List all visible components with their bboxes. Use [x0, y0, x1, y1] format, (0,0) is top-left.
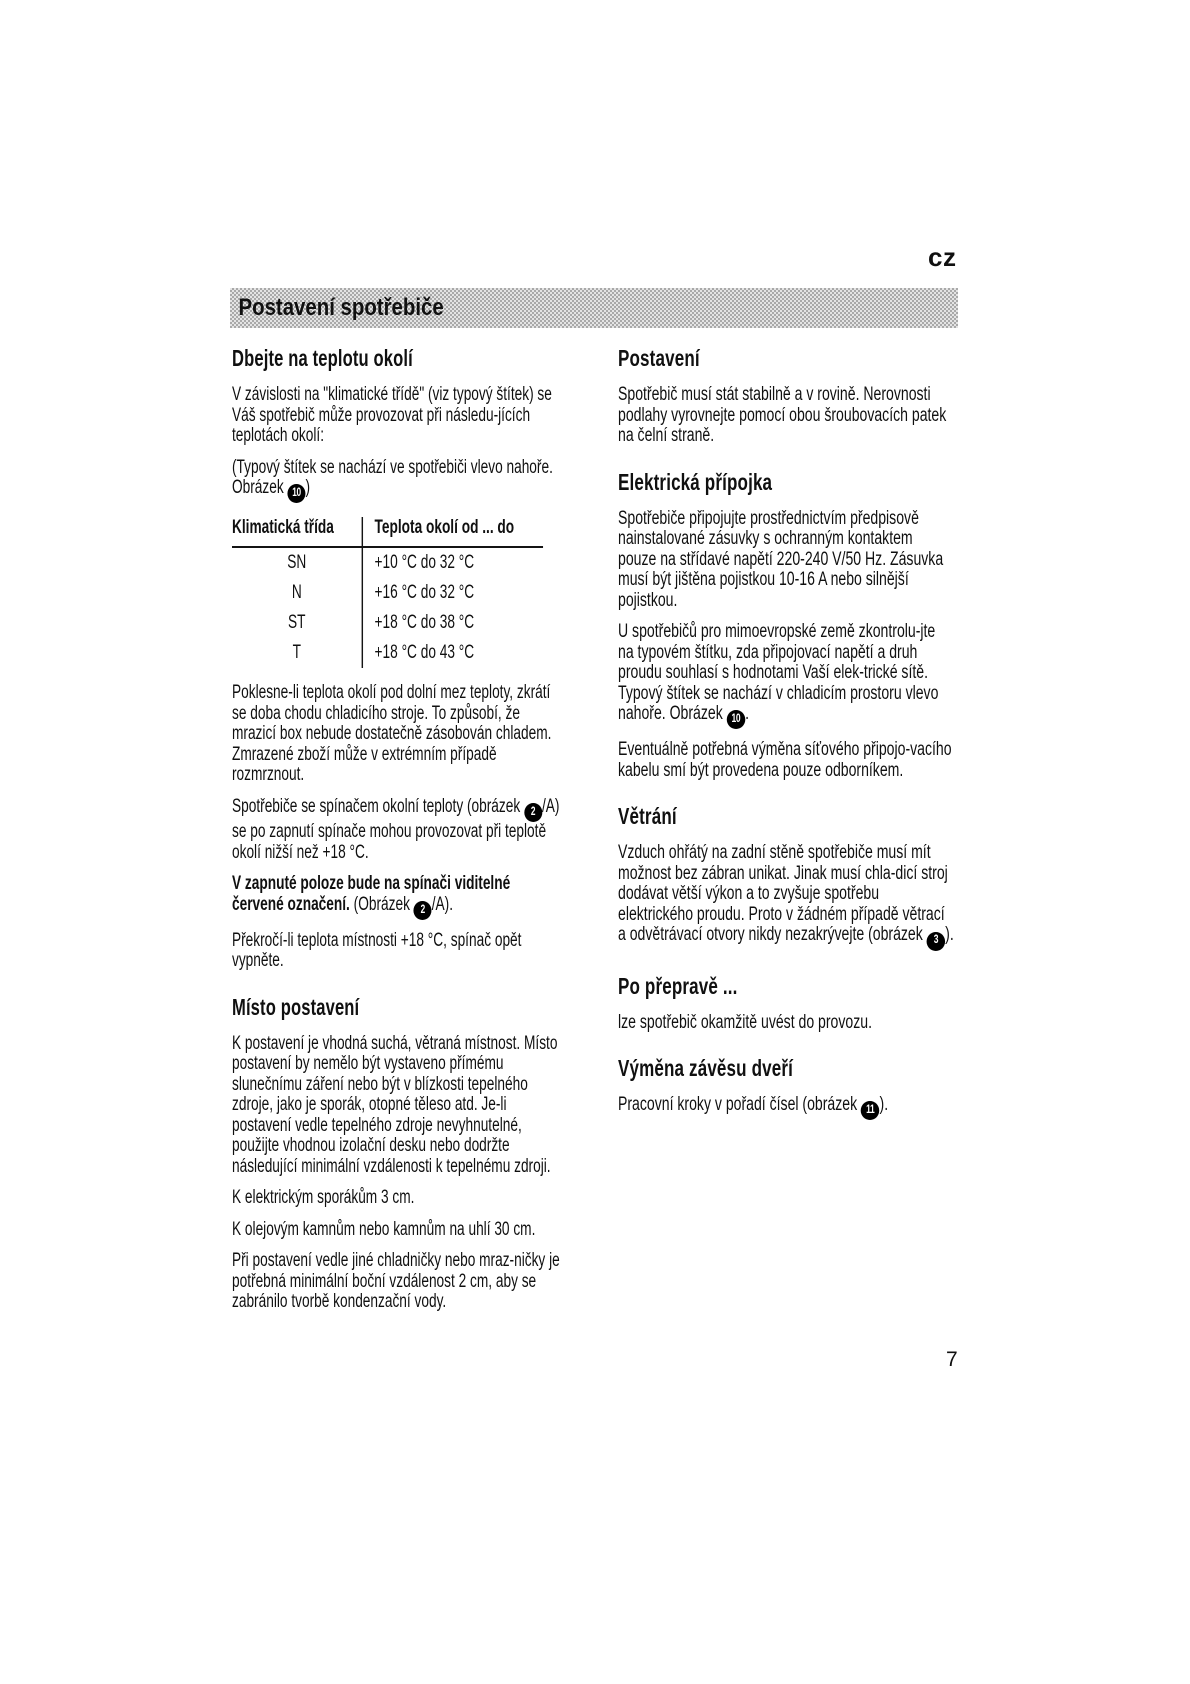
- table-row-st: [232, 608, 543, 638]
- paragraph-cable-replacement: Eventuálně potřebná výměna síťového připojo-vacího kabelu smí být provedena pouze odborníkem.: [618, 739, 952, 781]
- left-column: [232, 340, 566, 1324]
- figure-11-badge: 11: [861, 1101, 880, 1120]
- paragraph-type-label: [232, 458, 563, 504]
- figure-10-badge: 10: [727, 710, 746, 729]
- paragraph-ventilation-tail: ).: [945, 924, 954, 946]
- paragraph-leveling: Spotřebič musí stát stabilně a v rovině. Nerovnosti podlahy vyrovnejte pomocí obou šroubovacích patek na čelní straně.: [618, 384, 947, 446]
- climate-class-table: [232, 517, 543, 668]
- figure-3-badge: 3: [927, 932, 946, 951]
- paragraph-ventilation-text: Vzduch ohřátý na zadní stěně spotřebiče musí mít možnost bez zábran unikat. Jinak musí chla-dicí stroj dodávat větší výkon a to zvyšuje spotřebu elektrického proudu. Proto v žádném případě větrací a odvětrávací otvory nikdy nezakrývejte (obrázek: [618, 842, 948, 946]
- row-class-label: T: [232, 638, 363, 668]
- row-temp-range: +18 °C do 38 °C: [374, 612, 475, 634]
- row-temp-range: +16 °C do 32 °C: [374, 582, 475, 604]
- table-header-range: Teplota okolí od ... do: [374, 517, 515, 539]
- heading-door-hinge: Výměna závěsu dveří: [618, 1055, 793, 1081]
- table-row-n: [232, 578, 543, 608]
- table-row-t: [232, 638, 543, 668]
- paragraph-ambient-switch: [232, 797, 563, 863]
- paragraph-electric-cookers-distance: K elektrickým sporákům 3 cm.: [232, 1187, 415, 1209]
- paragraph-red-marking: [232, 874, 563, 920]
- paragraph-site-requirements: K postavení je vhodná suchá, větraná místnost. Místo postavení by nemělo být vystaveno přímému slunečnímu záření nebo být v blízkosti tepelného zdroje, jako je sporák, otopné těleso atd. Je-li postavení vedle tepelného zdroje nevyhnutelné, použijte vhodnou izolační desku nebo dodržte následující minimální vzdálenosti k tepelnému zdroji.: [232, 1032, 558, 1177]
- paragraph-after-transport: lze spotřebič okamžitě uvést do provozu.: [618, 1011, 872, 1033]
- paragraph-type-label-tail: ): [305, 477, 311, 498]
- table-row-sn: [232, 548, 543, 578]
- row-temp-range: +18 °C do 43 °C: [374, 642, 475, 664]
- paragraph-ventilation: [618, 843, 955, 950]
- paragraph-door-hinge-text: Pracovní kroky v pořadí čísel (obrázek: [618, 1094, 862, 1115]
- heading-ambient-temperature: Dbejte na teplotu okolí: [232, 345, 413, 371]
- table-header-class: Klimatická třída: [232, 517, 363, 546]
- paragraph-temperature-drop: Poklesne-li teplota okolí pod dolní mez teploty, zkrátí se doba chodu chladicího stroje. To způsobí, že mrazicí box nebude dostatečně zásobován chladem. Zmrazené zboží může v extrémním případě rozmrznout.: [232, 682, 552, 786]
- paragraph-side-distance: Při postavení vedle jiné chladničky nebo mraz-ničky je potřebná minimální boční vzdálenost 2 cm, aby se zabránilo tvorbě kondenzační vody.: [232, 1250, 560, 1313]
- table-header-row: [232, 517, 543, 548]
- paragraph-door-hinge: [618, 1095, 955, 1120]
- paragraph-non-european-tail: .: [745, 703, 750, 724]
- figure-2-badge: 2: [414, 901, 432, 920]
- heading-ventilation: Větrání: [618, 803, 677, 830]
- page-number: 7: [946, 1348, 958, 1371]
- heading-positioning: Postavení: [618, 345, 700, 371]
- paragraph-ambient-switch-tail: /A) se po zapnutí spínače mohou provozovat při teplotě okolí nižší než +18 °C.: [232, 795, 560, 863]
- paragraph-switch-off: Překročí-li teplota místnosti +18 °C, spínač opět vypněte.: [232, 929, 522, 972]
- paragraph-door-hinge-tail: ).: [879, 1094, 889, 1115]
- right-column: [618, 340, 958, 1131]
- heading-installation-site: Místo postavení: [232, 993, 360, 1020]
- paragraph-climate-class: V závislosti na "klimatické třídě" (viz typový štítek) se Váš spotřebič může provozovat při následu-jících teplotách okolí:: [232, 384, 552, 446]
- banner-title: Postavení spotřebiče: [238, 294, 444, 321]
- row-class-label: SN: [232, 548, 363, 578]
- paragraph-socket-requirements: Spotřebiče připojujte prostřednictvím předpisově nainstalované zásuvky s ochranným kontaktem pouze na střídavé napětí 220-240 V/50 Hz. Zásuvka musí být jištěna pojistkou 10-16 A nebo silnější pojistkou.: [618, 507, 944, 611]
- paragraph-non-european: [618, 622, 955, 729]
- bold-red-marking-text: V zapnuté poloze bude na spínači viditelné červené označení.: [232, 873, 511, 915]
- paragraph-type-label-text: (Typový štítek se nachází ve spotřebiči vlevo nahoře. Obrázek: [232, 456, 553, 498]
- row-class-label: N: [232, 578, 363, 608]
- paragraph-non-european-text: U spotřebičů pro mimoevropské země zkontrolu-jte na typovém štítku, zda připojovací napětí a druh proudu souhlasí s hodnotami Vaší elek-trické sítě. Typový štítek se nachází v chladicím prostoru vlevo nahoře. Obrázek: [618, 621, 939, 724]
- heading-after-transport: Po přepravě ...: [618, 972, 738, 999]
- figure-2-badge: 2: [524, 803, 542, 822]
- paragraph-ambient-switch-text: Spotřebiče se spínačem okolní teploty (obrázek: [232, 795, 525, 817]
- heading-electrical-connection: Elektrická přípojka: [618, 468, 773, 495]
- language-code: cz: [928, 242, 957, 272]
- row-temp-range: +10 °C do 32 °C: [374, 552, 475, 574]
- row-class-label: ST: [232, 608, 363, 638]
- paragraph-red-marking-mid: (Obrázek: [349, 893, 414, 915]
- figure-10-badge: 10: [288, 484, 306, 503]
- section-banner: [230, 288, 958, 328]
- paragraph-oil-coal-stoves-distance: K olejovým kamnům nebo kamnům na uhlí 30 cm.: [232, 1218, 536, 1240]
- paragraph-red-marking-tail: /A).: [431, 893, 454, 915]
